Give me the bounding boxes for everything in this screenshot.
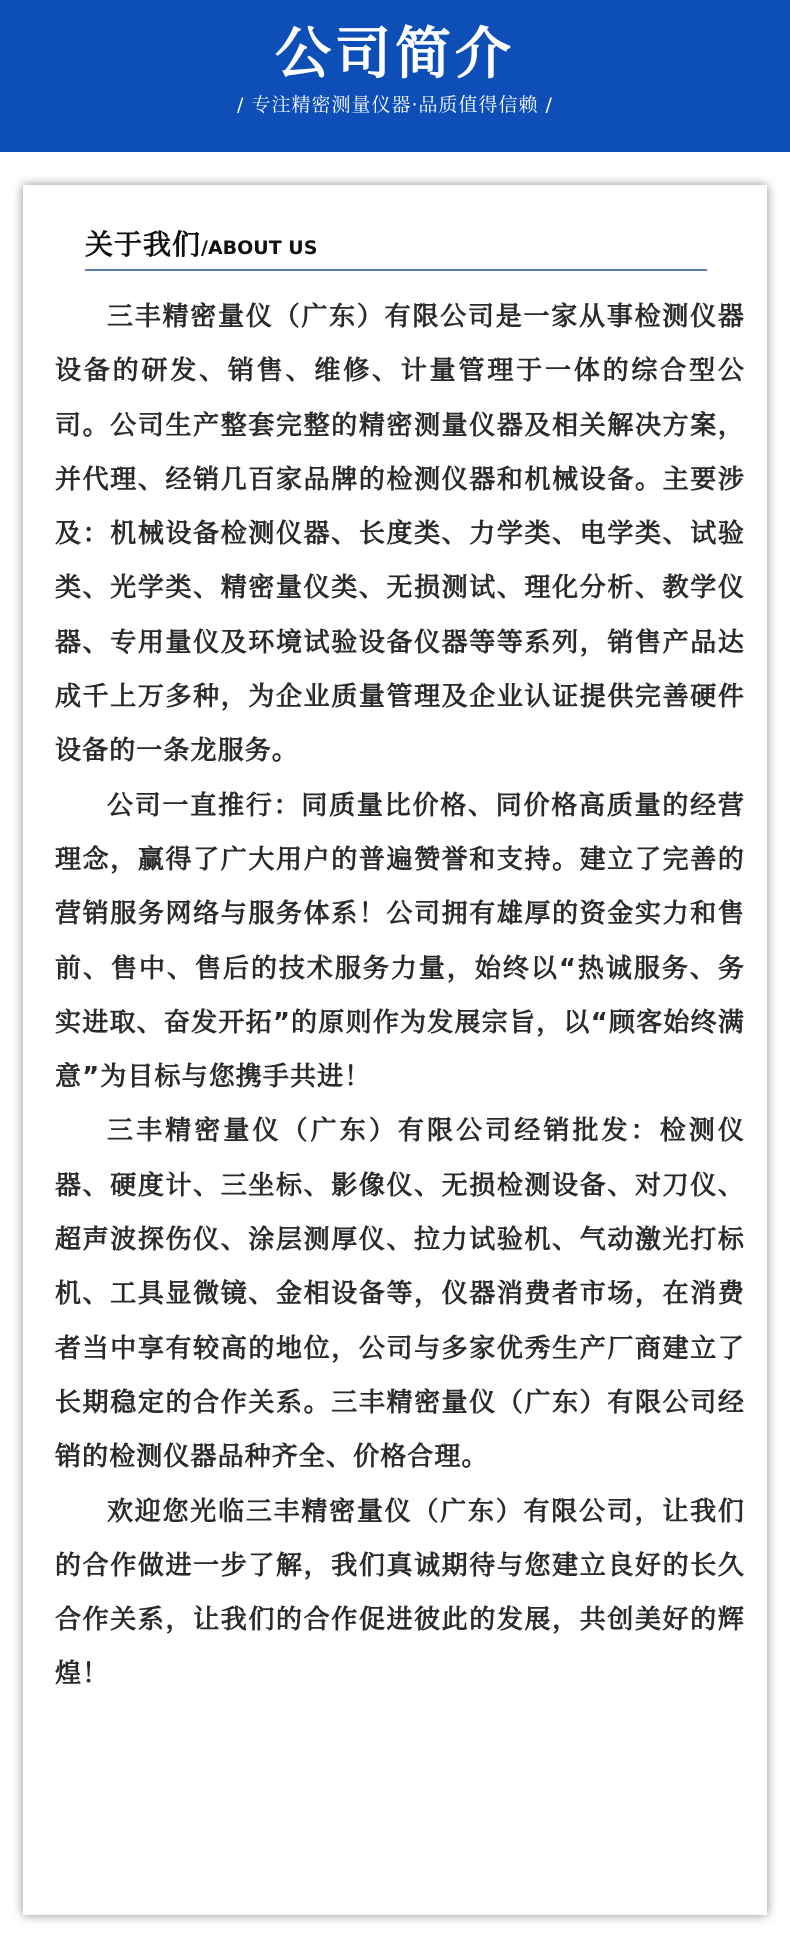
heading-divider xyxy=(85,269,707,271)
about-card xyxy=(23,185,767,1915)
page-title: 公司简介 xyxy=(275,22,515,87)
paragraph-2: 公司一直推行：同质量比价格、同价格高质量的经营理念，赢得了广大用户的普遍赞誉和支持。建立了完善的营销服务网络与服务体系！公司拥有雄厚的资金实力和售前、售中、售后的技术服务力量，始终以“热诚服务、务实进取、奋发开拓”的原则作为发展宗旨，以“顾客始终满意”为目标与您携手共进！ xyxy=(55,790,745,1093)
about-body xyxy=(55,290,745,1702)
section-heading xyxy=(85,223,317,263)
paragraph-4: 欢迎您光临三丰精密量仪（广东）有限公司，让我们的合作做进一步了解，我们真诚期待与您建立良好的长久合作关系，让我们的合作促进彼此的发展，共创美好的辉煌！ xyxy=(55,1496,745,1690)
paragraph-3: 三丰精密量仪（广东）有限公司经销批发：检测仪器、硬度计、三坐标、影像仪、无损检测设备、对刀仪、超声波探伤仪、涂层测厚仪、拉力试验机、气动激光打标机、工具显微镜、金相设备等，仪器消费者市场，在消费者当中享有较高的地位，公司与多家优秀生产厂商建立了长期稳定的合作关系。三丰精密量仪（广东）有限公司经销的检测仪器品种齐全、价格合理。 xyxy=(55,1116,745,1473)
section-heading-cn: 关于我们 xyxy=(85,228,202,261)
header-banner xyxy=(0,0,790,152)
paragraph-1: 三丰精密量仪（广东）有限公司是一家从事检测仪器设备的研发、销售、维修、计量管理于一体的综合型公司。公司生产整套完整的精密测量仪器及相关解决方案，并代理、经销几百家品牌的检测仪器和机械设备。主要涉及：机械设备检测仪器、长度类、力学类、电学类、试验类、光学类、精密量仪类、无损测试、理化分析、教学仪器、专用量仪及环境试验设备仪器等等系列，销售产品达成千上万多种，为企业质量管理及企业认证提供完善硬件设备的一条龙服务。 xyxy=(55,302,745,767)
page-subtitle: / 专注精密测量仪器·品质值得信赖 / xyxy=(237,94,553,116)
section-heading-en: /ABOUT US xyxy=(201,237,318,259)
